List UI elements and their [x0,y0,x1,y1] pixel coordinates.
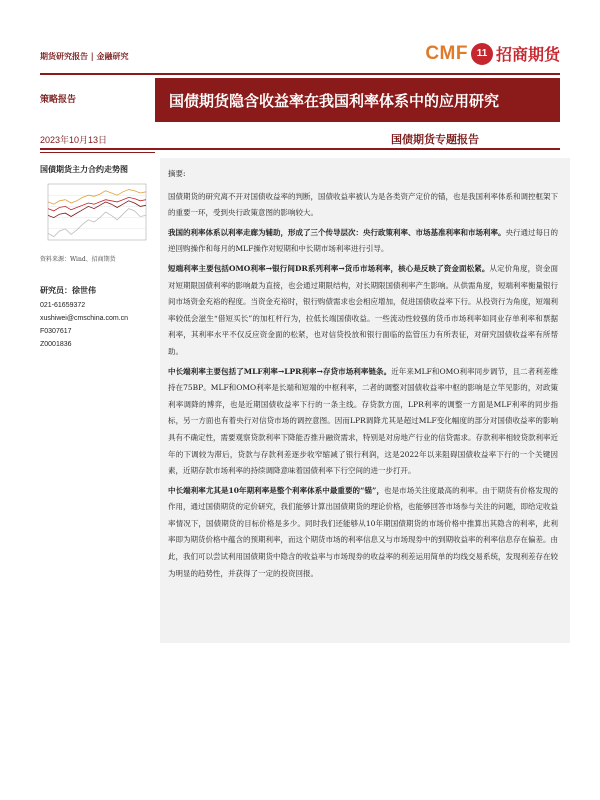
chart-frame [48,184,146,240]
abstract-paragraph [168,364,558,480]
subtitle-divider [40,148,560,150]
paragraph-text: 从定价角度，资金面对短期限国债利率的影响最为直接，也会通过期限结构，对长期限国债利率产生影响。从供需角度，短端利率衡量银行间市场资金充裕的程度。当资金充裕时，银行购债需求也会相应增加，促进国债收益率下行。从投资行为角度，短端利率较低会滋生“借短买长”的加杠杆行为，拉低长端国债收益。一些流动性较强的货币市场利率如同业存单利率和票据利率，其利率水平不仅反应资金面的松紧，也对信贷投放和银行面临的监管压力有所表征，对研究国债收益率有所帮助。 [168,263,559,356]
researcher-name: 研究员：徐世伟 [40,285,96,295]
abstract-paragraph [168,261,558,361]
logo-cmf-text: CMF [425,42,468,64]
paragraph-text: 近年来MLF和OMO利率同步调节，且二者利差维持在75BP。MLF和OMO利率是长端和短端的中枢利率，二者的调整对国债收益率中枢的影响是立竿见影的，对政策利率调降的博弈，也是近期国债收益率下行的一条主线。存贷款方面，LPR利率的调整一方面是MLF利率的同步指标，另一方面也有着央行对信贷市场的调控意图。因而LPR调降尤其是超过MLF变化幅度的部分对国债收益率的影响具有不确定性，需要观察贷款利率下降能否推升融资需求，特别是对房地产行业的信贷需求。存款利率相较贷款利率近年的下调较为滞后，贷款与存款利差逐步收窄缩减了银行利润，这是2022年以来阻碍国债收益率下行的一个关键因素，近期存款市场利率的持续调降意味着国债利率下行空间的进一步打开。 [168,366,558,476]
abstract-paragraph [168,225,558,258]
abstract-paragraph [168,483,558,583]
phone: 021-61659372 [40,302,86,309]
paragraph-lead: 短端利率主要包括OMO利率→银行间DR系列利率→货币市场利率，核心是反映了资金面松紧。 [168,263,490,273]
paragraph-text: 国债期货的研究离不开对国债收益率的判断，国债收益率被认为是各类资产定价的锚，也是我国利率体系和调控框架下的重要一环，受到央行政策意图的影响较大。 [168,191,558,218]
sidebar [40,163,155,351]
paragraph-lead: 中长端利率主要包括了MLF利率→LPR利率→存贷市场利率链条。 [168,366,392,376]
report-subtitle: 国债期货专题报告 [391,133,479,146]
abstract-paragraph [168,189,558,222]
report-type: 策略报告 [40,95,77,105]
top-header [40,40,560,70]
chart-series-line-0 [48,197,146,211]
sidebar-divider [40,152,155,153]
report-date: 2023年10月13日 [40,135,108,145]
abstract-panel [160,158,570,643]
chart-title: 国债期货主力合约走势图 [40,164,128,174]
paragraph-lead: 我国的利率体系以利率走廊为辅助，形成了三个传导层次：央行政策利率、市场基准利率和市场利率。 [168,227,506,237]
researcher-contact [40,299,150,351]
certificate-number: Z0001836 [40,341,72,348]
logo-badge-icon: 11 [471,43,493,65]
email[interactable]: xushiwei@cmschina.com.cn [40,315,129,322]
report-category: 期货研究报告 | 金融研究 [40,51,129,61]
company-logo [425,42,560,65]
logo-company-name: 招商期货 [495,45,560,64]
certificate-number: F0307617 [40,328,72,335]
paragraph-text: 央行通过每日的逆回购操作和每月的MLF操作对短期和中长期市场利率进行引导。 [168,227,558,254]
abstract-label: 摘要: [168,169,186,178]
report-title: 国债期货隐含收益率在我国利率体系中的应用研究 [155,78,560,122]
paragraph-lead: 中长端利率尤其是10年期利率是整个利率体系中最重要的“锚”， [168,485,385,495]
header-divider [40,73,560,75]
paragraph-text: 也是市场关注度最高的利率。由于期货有价格发现的作用，通过国债期货的定价研究，我们能够计算出国债期货的理论价格，也能够回答市场参与关注的问题，即给定收益率情况下，国债期货的目标价格是多少。同时我们还能够从10年期国债期货的市场价格中推算出其隐含的利率，此利率即为期货价格中蕴含的预期利率，而这个期货市场的利率信息又与市场现券中的到期收益率的利率信息存在偏差。由此，我们可以尝试利用国债期货中隐含的收益率与市场现券的收益率的利差运用简单的均线交易系统，发现利差存在较为明显的趋势性，并获得了一定的投资回报。 [168,485,558,578]
chart-source: 资料来源：Wind、招商期货 [40,256,116,263]
futures-trend-chart [40,180,150,248]
chart-series-line-3 [48,209,146,237]
